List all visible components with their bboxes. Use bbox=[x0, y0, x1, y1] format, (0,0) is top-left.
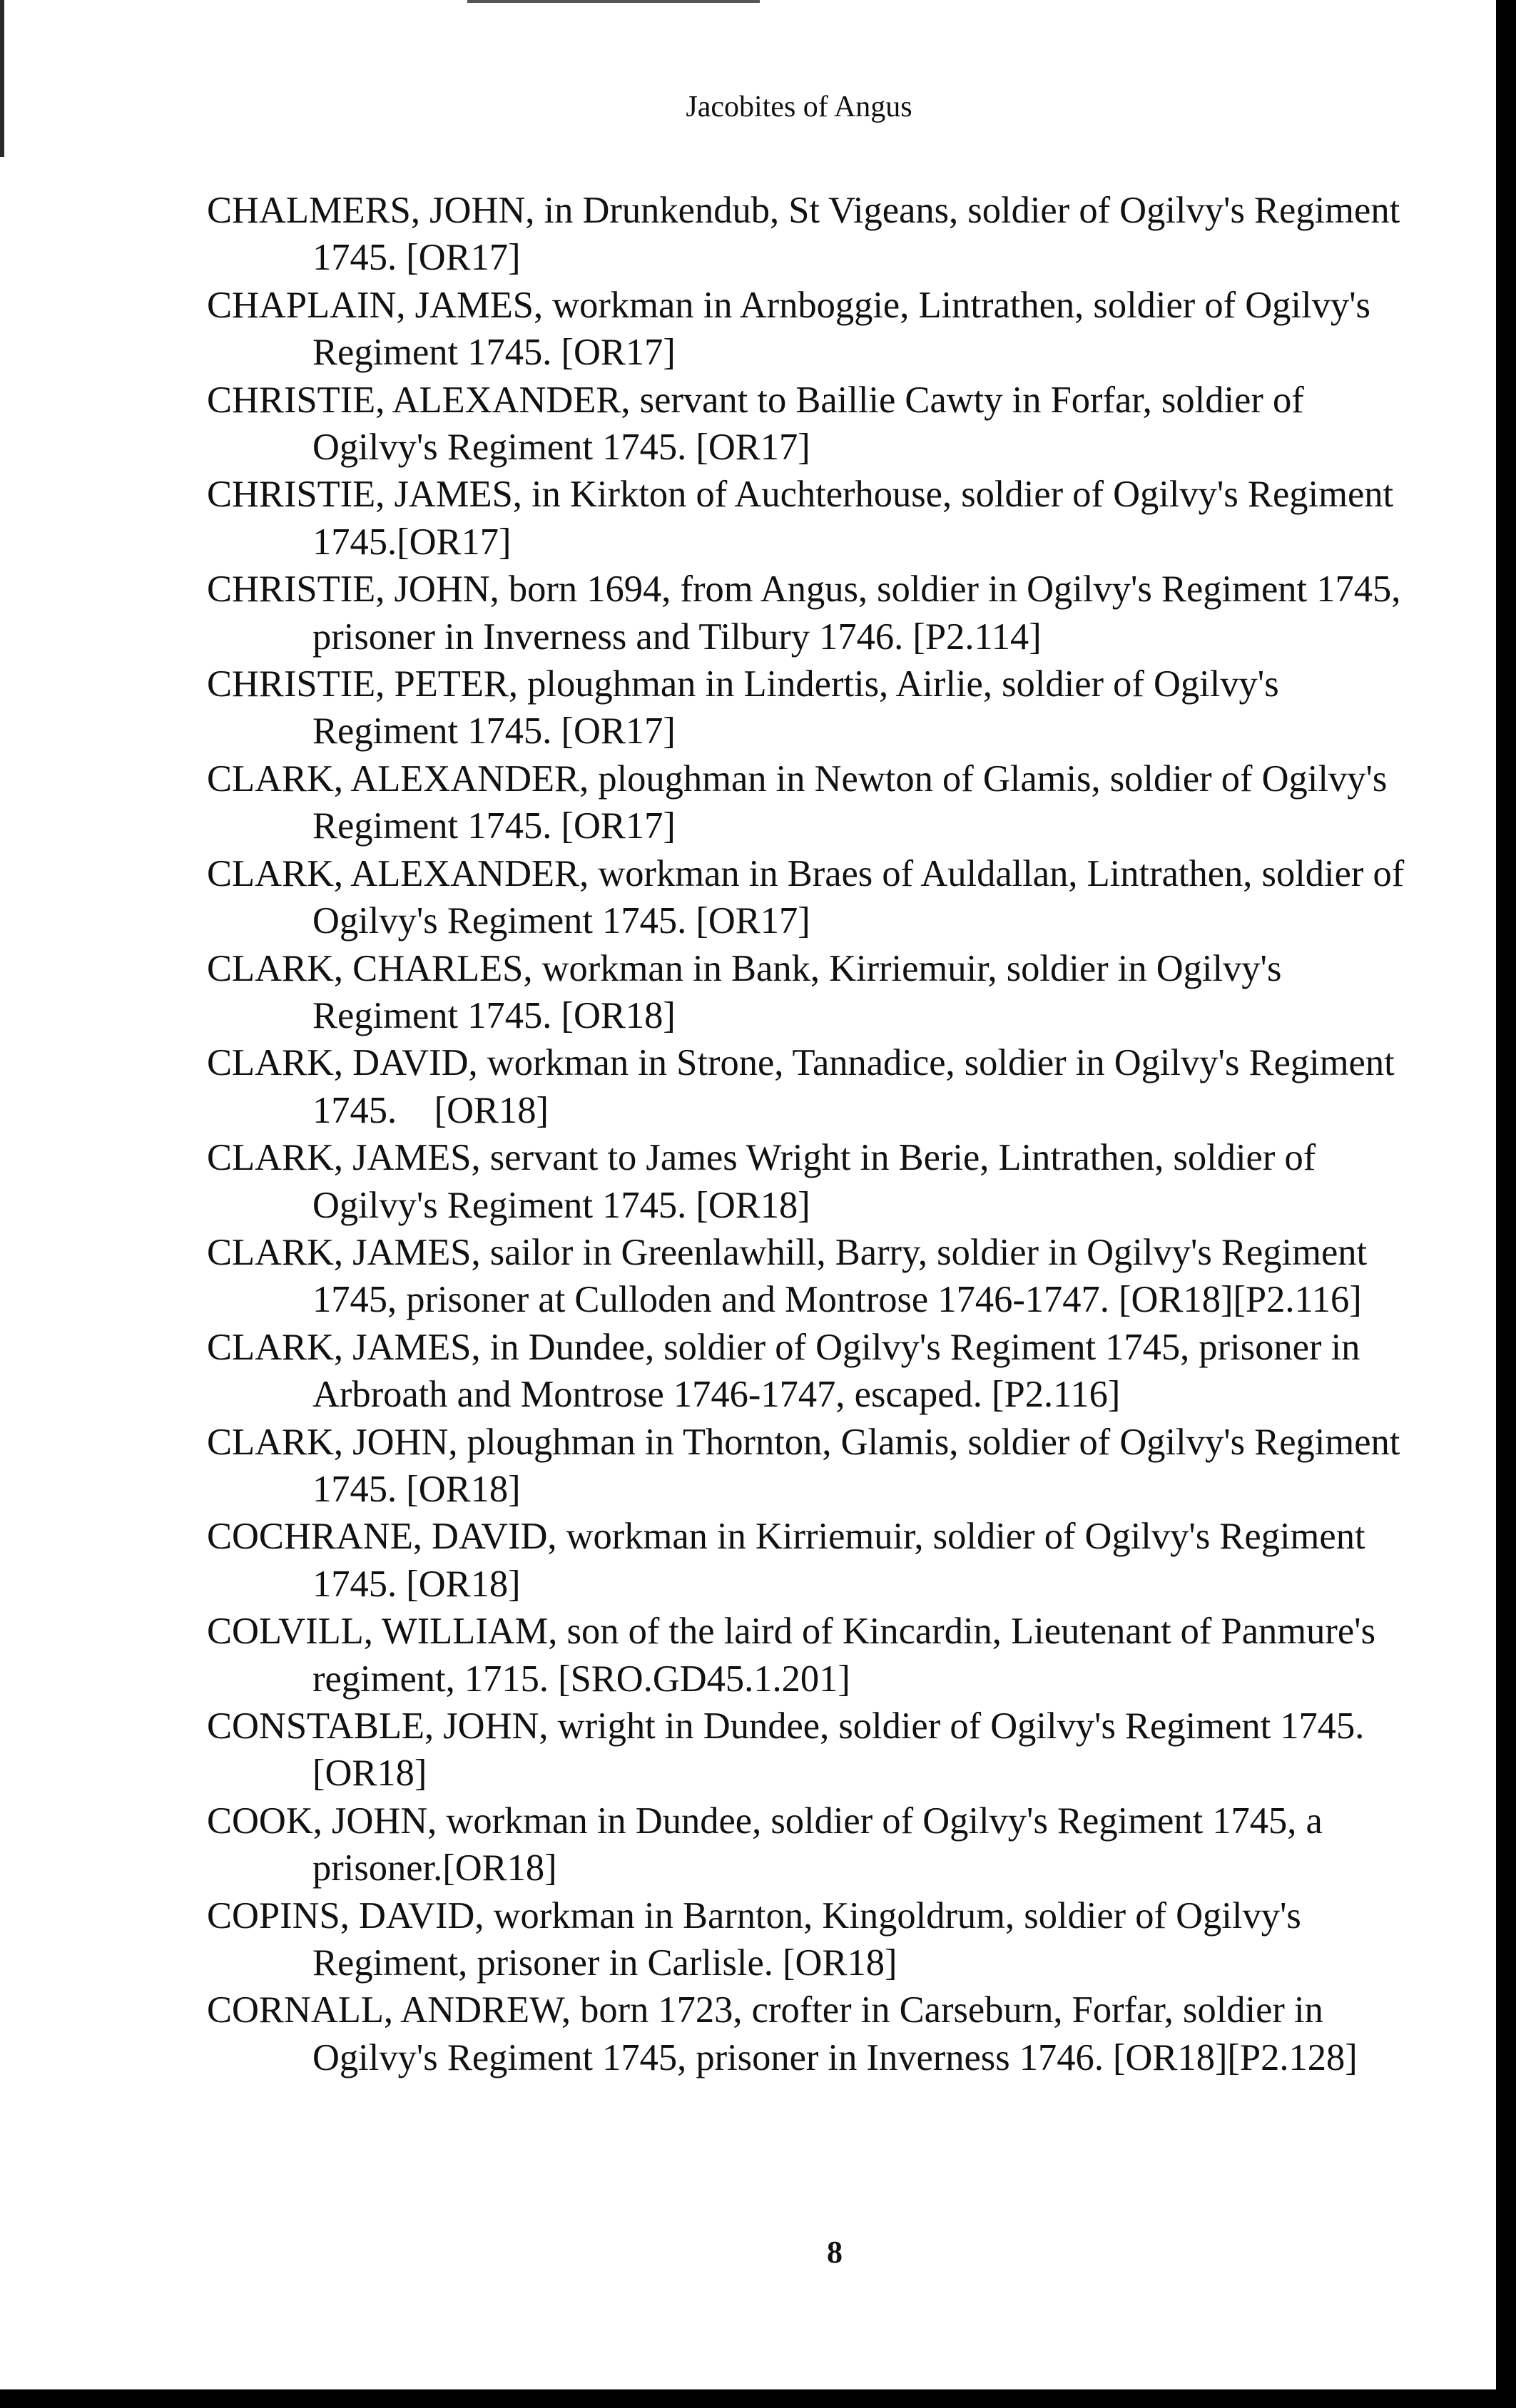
entry: COLVILL, WILLIAM, son of the laird of Kincardin, Lieutenant of Panmure's regiment, 1715. [SRO.GD45.1.201] bbox=[207, 1611, 1376, 1700]
entry: CHALMERS, JOHN, in Drunkendub, St Vigeans, soldier of Ogilvy's Regiment 1745. [OR17] bbox=[207, 190, 1400, 279]
entry: CLARK, JOHN, ploughman in Thornton, Glamis, soldier of Ogilvy's Regiment 1745. [OR18] bbox=[207, 1421, 1400, 1510]
entry: CLARK, CHARLES, workman in Bank, Kirriemuir, soldier in Ogilvy's Regiment 1745. [OR18] bbox=[207, 947, 1282, 1036]
entry: CLARK, ALEXANDER, workman in Braes of Auldallan, Lintrathen, soldier of Ogilvy's Regiment 1745. [OR17] bbox=[207, 852, 1405, 942]
running-head: Jacobites of Angus bbox=[686, 91, 912, 123]
scan-border-right bbox=[1496, 0, 1516, 2408]
entry: CHRISTIE, ALEXANDER, servant to Baillie Cawty in Forfar, soldier of Ogilvy's Regiment 1745. [OR17] bbox=[207, 379, 1304, 469]
entry: COCHRANE, DAVID, workman in Kirriemuir, soldier of Ogilvy's Regiment 1745. [OR18] bbox=[207, 1516, 1365, 1605]
entry: COPINS, DAVID, workman in Barnton, Kingoldrum, soldier of Ogilvy's Regiment, prisoner in Carlisle. [OR18] bbox=[207, 1894, 1301, 1984]
entry-list bbox=[207, 187, 1405, 2081]
entry: CLARK, ALEXANDER, ploughman in Newton of Glamis, soldier of Ogilvy's Regiment 1745. [OR17] bbox=[207, 757, 1388, 847]
entry: CLARK, JAMES, in Dundee, soldier of Ogilvy's Regiment 1745, prisoner in Arbroath and Montrose 1746-1747, escaped. [P2.116] bbox=[207, 1326, 1360, 1416]
entry: CLARK, JAMES, sailor in Greenlawhill, Barry, soldier in Ogilvy's Regiment 1745, prisoner at Culloden and Montrose 1746-1747. [OR18][P2.116] bbox=[207, 1231, 1368, 1321]
scan-border-bottom bbox=[0, 2389, 1516, 2408]
entry: CLARK, JAMES, servant to James Wright in Berie, Lintrathen, soldier of Ogilvy's Regiment 1745. [OR18] bbox=[207, 1137, 1316, 1226]
page-number: 8 bbox=[827, 2235, 843, 2270]
entry: CONSTABLE, JOHN, wright in Dundee, soldier of Ogilvy's Regiment 1745.[OR18] bbox=[207, 1705, 1365, 1795]
entry: CHAPLAIN, JAMES, workman in Arnboggie, Lintrathen, soldier of Ogilvy's Regiment 1745. [OR17] bbox=[207, 284, 1370, 374]
entry: CLARK, DAVID, workman in Strone, Tannadice, soldier in Ogilvy's Regiment 1745. [OR18] bbox=[207, 1042, 1404, 1131]
entry: CORNALL, ANDREW, born 1723, crofter in Carseburn, Forfar, soldier in Ogilvy's Regiment 1745, prisoner in Inverness 1746. [OR18][P2.128] bbox=[207, 1989, 1358, 2078]
entry: COOK, JOHN, workman in Dundee, soldier of Ogilvy's Regiment 1745, a prisoner.[OR18] bbox=[207, 1800, 1323, 1889]
entry: CHRISTIE, JAMES, in Kirkton of Auchterhouse, soldier of Ogilvy's Regiment 1745.[OR17] bbox=[207, 474, 1394, 563]
entry: CHRISTIE, JOHN, born 1694, from Angus, soldier in Ogilvy's Regiment 1745, prisoner in Inverness and Tilbury 1746. [P2.114] bbox=[207, 568, 1401, 658]
entry: CHRISTIE, PETER, ploughman in Lindertis, Airlie, soldier of Ogilvy's Regiment 1745. [OR17] bbox=[207, 663, 1279, 752]
